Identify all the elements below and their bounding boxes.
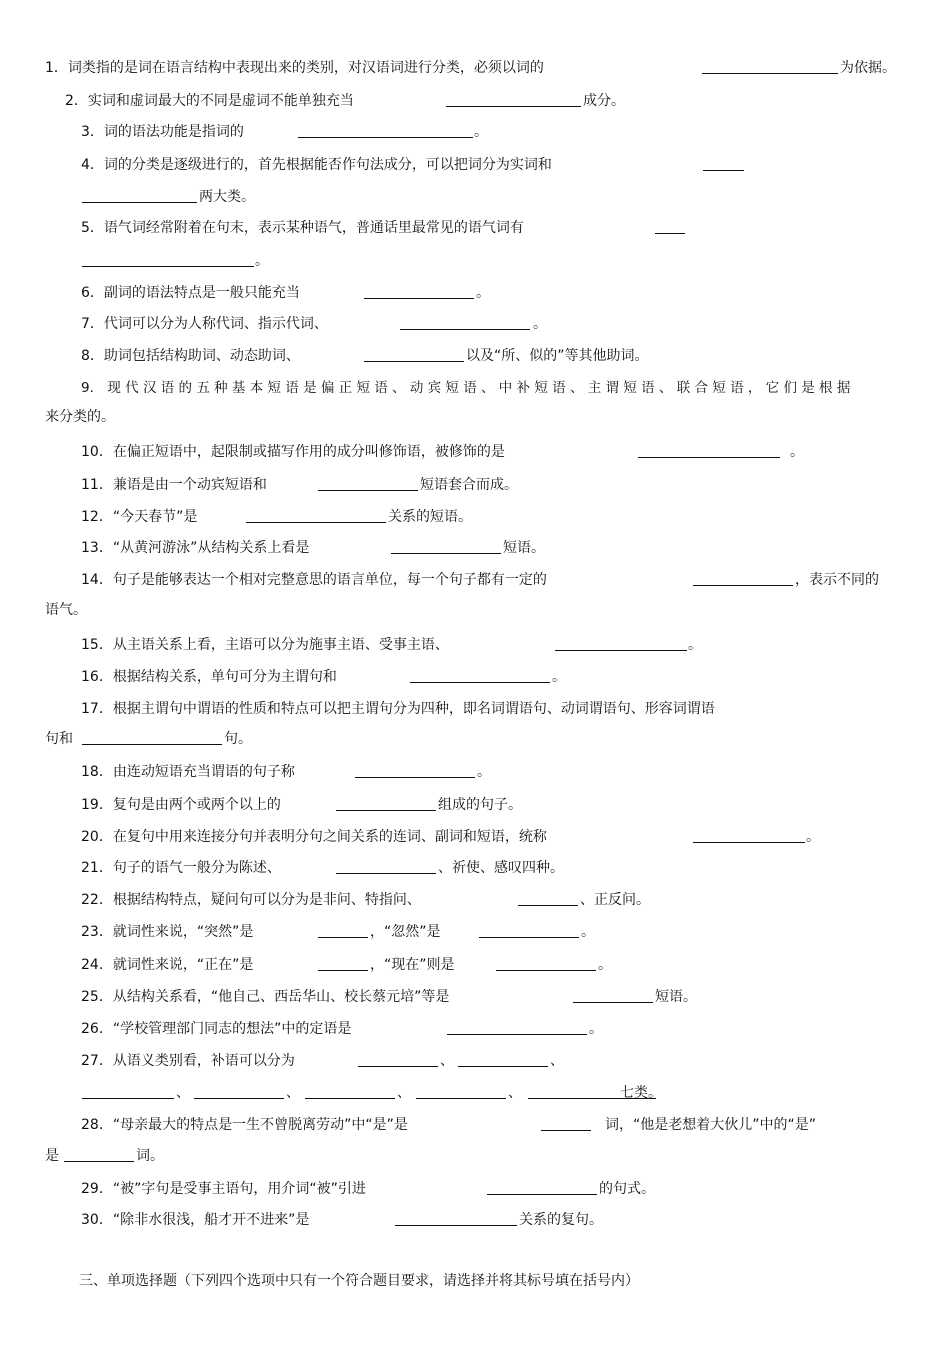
q3-blank[interactable] [298, 137, 473, 138]
q2-blank[interactable] [446, 106, 581, 107]
q16-text: 16．根据结构关系，单句可分为主谓句和 [81, 669, 337, 685]
q26-text: 26．“学校管理部门同志的想法”中的定语是 [81, 1021, 352, 1037]
q23-blank-a[interactable] [318, 937, 368, 938]
q22-text-end: 、正反问。 [580, 892, 650, 908]
q13-text-end: 短语。 [503, 540, 545, 556]
q15-text: 15．从主语关系上看，主语可以分为施事主语、受事主语、 [81, 637, 449, 653]
q26-text-end: 。 [589, 1021, 603, 1037]
q13-text: 13．“从黄河游泳”从结构关系上看是 [81, 540, 310, 556]
q17-text-cont: 句和 [45, 731, 73, 747]
q17-text: 17．根据主谓句中谓语的性质和特点可以把主谓句分为四种，即名词谓语句、动词谓语句、形容词谓语 [81, 701, 715, 717]
q19-blank[interactable] [336, 810, 436, 811]
q28-text-mid: 词，“他是老想着大伙儿”中的“是” [605, 1117, 817, 1133]
q27-sep: 、 [397, 1085, 411, 1101]
q3-text-end: 。 [474, 124, 488, 140]
q27-sep: 、 [508, 1085, 522, 1101]
q12-text-end: 关系的短语。 [388, 509, 472, 525]
q15-text-end: 。 [688, 637, 702, 653]
q5-blank-b[interactable] [82, 266, 254, 267]
q30-text: 30．“除非水很浅，船才开不进来”是 [81, 1212, 310, 1228]
q8-blank[interactable] [364, 361, 464, 362]
q27-blank-3[interactable] [82, 1098, 174, 1099]
q10-blank[interactable] [638, 457, 780, 458]
q21-text: 21．句子的语气一般分为陈述、 [81, 860, 281, 876]
q5-text-end: 。 [255, 253, 269, 269]
q28-blank-b[interactable] [64, 1161, 134, 1162]
q24-text-mid: ，“现在”则是 [370, 957, 455, 973]
q20-blank[interactable] [693, 842, 805, 843]
q27-blank-1[interactable] [358, 1066, 438, 1067]
q27-sep: 、 [440, 1053, 454, 1069]
q18-text-end: 。 [477, 764, 491, 780]
q18-blank[interactable] [355, 777, 475, 778]
q4-blank-b[interactable] [82, 202, 197, 203]
q9-text: 9． 现 代 汉 语 的 五 种 基 本 短 语 是 偏 正 短 语 、 动 宾 短 语 、 中 补 短 语 、 主 谓 短 语 、 联 合 短 语 ， 它 们 是 根 据 [81, 380, 851, 396]
q8-text-end: 以及“所、似的”等其他助词。 [466, 348, 649, 364]
q21-text-end: 、祈使、感叹四种。 [438, 860, 564, 876]
q19-text-end: 组成的句子。 [438, 797, 522, 813]
q15-blank[interactable] [555, 650, 687, 651]
q7-text-end: 。 [533, 316, 547, 332]
q23-text-mid: ，“忽然”是 [370, 924, 441, 940]
q29-text-end: 的句式。 [599, 1181, 655, 1197]
q24-text-end: 。 [598, 957, 612, 973]
q7-text: 7．代词可以分为人称代词、指示代词、 [81, 316, 328, 332]
q17-text-end: 句。 [224, 731, 252, 747]
q2-text: 2．实词和虚词最大的不同是虚词不能单独充当 [65, 93, 354, 109]
q22-text: 22．根据结构特点，疑问句可以分为是非问、特指问、 [81, 892, 421, 908]
q29-blank[interactable] [487, 1194, 597, 1195]
q20-text: 20．在复句中用来连接分句并表明分句之间关系的连词、副词和短语，统称 [81, 829, 547, 845]
q27-text: 27．从语义类别看，补语可以分为 [81, 1053, 295, 1069]
q22-blank[interactable] [518, 905, 578, 906]
q23-blank-b[interactable] [479, 937, 579, 938]
q13-blank[interactable] [391, 553, 501, 554]
q25-blank[interactable] [573, 1002, 653, 1003]
q6-blank[interactable] [364, 298, 474, 299]
q30-blank[interactable] [395, 1225, 517, 1226]
q11-text-end: 短语套合而成。 [420, 477, 518, 493]
q11-text: 11．兼语是由一个动宾短语和 [81, 477, 267, 493]
q21-blank[interactable] [336, 873, 436, 874]
q10-text: 10．在偏正短语中，起限制或描写作用的成分叫修饰语，被修饰的是 [81, 444, 505, 460]
q12-text: 12．“今天春节”是 [81, 509, 198, 525]
q27-sep: 、 [550, 1053, 564, 1069]
q14-text: 14．句子是能够表达一个相对完整意思的语言单位，每一个句子都有一定的 [81, 572, 547, 588]
q14-text-cont: 语气。 [45, 602, 87, 618]
q4-text: 4．词的分类是逐级进行的，首先根据能否作句法成分，可以把词分为实词和 [81, 157, 552, 173]
q2-text-end: 成分。 [583, 93, 625, 109]
q27-blank-6[interactable] [416, 1098, 506, 1099]
q18-text: 18．由连动短语充当谓语的句子称 [81, 764, 295, 780]
q27-blank-5[interactable] [305, 1098, 395, 1099]
q5-blank-a[interactable] [655, 233, 685, 234]
q20-text-end: 。 [806, 829, 820, 845]
q27-sep: 、 [286, 1085, 300, 1101]
q16-blank[interactable] [410, 682, 550, 683]
q24-blank-a[interactable] [318, 970, 368, 971]
q16-text-end: 。 [552, 669, 566, 685]
q7-blank[interactable] [400, 329, 530, 330]
q6-text: 6．副词的语法特点是一般只能充当 [81, 285, 300, 301]
q27-text-end: 七类。 [620, 1085, 662, 1101]
q25-text: 25．从结构关系看，“他自己、西岳华山、校长蔡元培”等是 [81, 989, 450, 1005]
q17-blank[interactable] [82, 744, 222, 745]
q27-sep: 、 [176, 1085, 190, 1101]
q28-blank-a[interactable] [541, 1130, 591, 1131]
q30-text-end: 关系的复句。 [519, 1212, 603, 1228]
q14-blank[interactable] [693, 585, 793, 586]
q28-text-end: 词。 [136, 1148, 164, 1164]
q10-text-end: 。 [790, 444, 804, 460]
q12-blank[interactable] [246, 522, 386, 523]
q1-text-end: 为依据。 [840, 60, 896, 76]
q23-text: 23．就词性来说，“突然”是 [81, 924, 254, 940]
q29-text: 29．“被”字句是受事主语句，用介词“被”引进 [81, 1181, 366, 1197]
q9-text-cont: 来分类的。 [45, 409, 115, 425]
q27-blank-2[interactable] [458, 1066, 548, 1067]
q11-blank[interactable] [318, 490, 418, 491]
q6-text-end: 。 [476, 285, 490, 301]
q28-text-cont: 是 [45, 1148, 59, 1164]
q4-blank-a[interactable] [703, 170, 744, 171]
q3-text: 3．词的语法功能是指词的 [81, 124, 244, 140]
q28-text: 28．“母亲最大的特点是一生不曾脱离劳动”中“是”是 [81, 1117, 408, 1133]
q23-text-end: 。 [581, 924, 595, 940]
q24-blank-b[interactable] [496, 970, 596, 971]
q8-text: 8．助词包括结构助词、动态助词、 [81, 348, 300, 364]
q26-blank[interactable] [447, 1034, 587, 1035]
q19-text: 19．复句是由两个或两个以上的 [81, 797, 281, 813]
q25-text-end: 短语。 [655, 989, 697, 1005]
q4-text-end: 两大类。 [199, 189, 255, 205]
q24-text: 24．就词性来说，“正在”是 [81, 957, 254, 973]
q14-text-mid: ，表示不同的 [795, 572, 879, 588]
q27-blank-4[interactable] [194, 1098, 284, 1099]
section-heading: 三、单项选择题（下列四个选项中只有一个符合题目要求，请选择并将其标号填在括号内） [79, 1273, 639, 1289]
q5-text: 5．语气词经常附着在句末，表示某种语气，普通话里最常见的语气词有 [81, 220, 524, 236]
q1-blank[interactable] [702, 73, 838, 74]
q1-text: 1．词类指的是词在语言结构中表现出来的类别，对汉语词进行分类，必须以词的 [45, 60, 544, 76]
